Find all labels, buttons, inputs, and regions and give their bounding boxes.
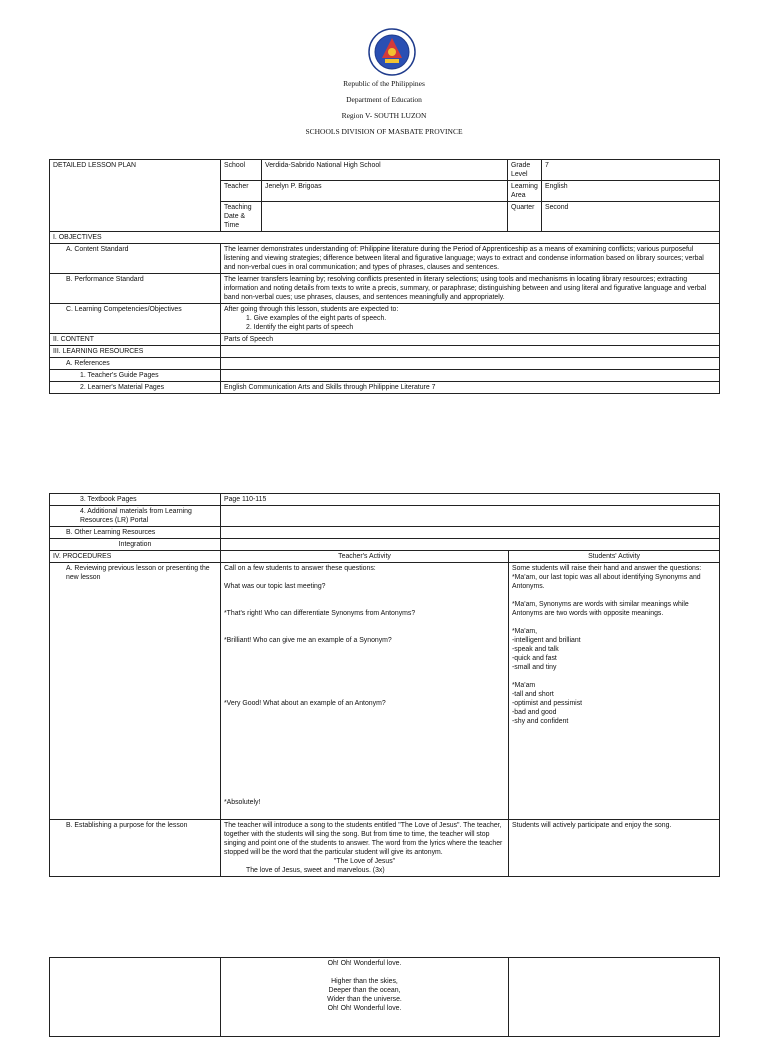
additional-materials-label: 4. Additional materials from Learning Resources (LR) Portal — [50, 506, 221, 527]
department-line: Department of Education — [346, 95, 422, 104]
references-label: A. References — [50, 358, 221, 370]
competencies-value — [221, 304, 720, 334]
teacher-label: Teacher — [221, 181, 262, 202]
song-lyrics: Oh! Oh! Wonderful love. Higher than the skies, Deeper than the ocean, Wider than the universe. Oh! Oh! Wonderful love. — [221, 958, 509, 1037]
deped-seal-icon — [368, 28, 416, 76]
learners-material-label: 2. Learner's Material Pages — [50, 382, 221, 394]
lesson-plan-header-table — [49, 159, 720, 394]
competencies-intro: After going through this lesson, students are expected to: — [224, 306, 399, 313]
school-value: Verdida-Sabrido National High School — [262, 160, 508, 181]
competency-2: 2. Identify the eight parts of speech — [246, 324, 354, 331]
review-student-activity: Some students will raise their hand and answer the questions: *Ma'am, our last topic was all about identifying Synonyms and Antonyms. *Ma'am, Synonyms are words with similar meanings while Antonyms are two words with opposite meanings. *Ma'am, -intelligent and brilliant -speak and talk -quick and fast -small and tiny *Ma'am -tall and short -optimist and pessimist -bad and good -shy and confident — [509, 563, 720, 820]
student-activity-heading: Students' Activity — [509, 551, 720, 563]
review-teacher-activity: Call on a few students to answer these questions: What was our topic last meeting? *That's right! Who can differentiate Synonyms from Antonyms? *Brilliant! Who can give me an example of a Synonym? *Very Good! What about an example of an Antonym? *Absolutely! — [221, 563, 509, 820]
teachers-guide-label: 1. Teacher's Guide Pages — [50, 370, 221, 382]
purpose-student-activity: Students will actively participate and enjoy the song. — [509, 820, 720, 877]
quarter-value: Second — [542, 202, 720, 232]
republic-line: Republic of the Philippines — [343, 79, 425, 88]
review-label: A. Reviewing previous lesson or presenting the new lesson — [50, 563, 221, 820]
date-value — [262, 202, 508, 232]
procedures-label: IV. PROCEDURES — [50, 551, 221, 563]
objectives-heading: I. OBJECTIVES — [50, 232, 720, 244]
performance-standard-label: B. Performance Standard — [50, 274, 221, 304]
textbook-value: Page 110-115 — [221, 494, 720, 506]
performance-standard-value: The learner transfers learning by; resolving conflicts presented in literary selections; using tools and mechanisms in locating library resources; extracting information and noting details from texts to write a precis, summary, or paraphrase; distinguishing between and using literal and figurative language and verbal band non-verbal cues; use phrases, clauses, and sentences meaningfully and appropriately. — [221, 274, 720, 304]
procedures-table — [49, 493, 720, 877]
learning-resources-label: III. LEARNING RESOURCES — [50, 346, 221, 358]
area-value: English — [542, 181, 720, 202]
integration-label: Integration — [50, 539, 221, 551]
dlp-title: DETAILED LESSON PLAN — [50, 160, 221, 232]
other-resources-label: B. Other Learning Resources — [50, 527, 221, 539]
textbook-label: 3. Textbook Pages — [50, 494, 221, 506]
school-label: School — [221, 160, 262, 181]
area-label: Learning Area — [508, 181, 542, 202]
division-line: SCHOOLS DIVISION OF MASBATE PROVINCE — [305, 127, 463, 136]
teacher-activity-heading: Teacher's Activity — [221, 551, 509, 563]
competencies-label: C. Learning Competencies/Objectives — [50, 304, 221, 334]
competency-1: 1. Give examples of the eight parts of speech. — [246, 315, 387, 322]
grade-value: 7 — [542, 160, 720, 181]
region-line: Region V- SOUTH LUZON — [341, 111, 427, 120]
content-standard-label: A. Content Standard — [50, 244, 221, 274]
content-label: II. CONTENT — [50, 334, 221, 346]
continued-table — [49, 957, 720, 1037]
quarter-label: Quarter — [508, 202, 542, 232]
date-label: Teaching Date & Time — [221, 202, 262, 232]
grade-label: Grade Level — [508, 160, 542, 181]
purpose-teacher-activity: The teacher will introduce a song to the students entitled "The Love of Jesus". The teacher, together with the students will sing the song. But from time to time, the teacher will stop singing and point one of the students to answer. The word from the lyrics where the teacher stopped will be the word that the particular student will give its antonym. "The Love of Jesus" The love of Jesus, sweet and marvelous. (3x) — [221, 820, 509, 877]
learners-material-value: English Communication Arts and Skills through Philippine Literature 7 — [221, 382, 720, 394]
purpose-label: B. Establishing a purpose for the lesson — [50, 820, 221, 877]
content-value: Parts of Speech — [221, 334, 720, 346]
teacher-value: Jenelyn P. Brigoas — [262, 181, 508, 202]
content-standard-value: The learner demonstrates understanding of: Philippine literature during the Period of Apprenticeship as a means of examining conflicts; various purposeful listening and viewing strategies; difference between literal and figurative language; ways to extract and condense information based on library sources; verbal and non-verbal cues in oral communication; and types of phrases, clauses and sentences. — [221, 244, 720, 274]
